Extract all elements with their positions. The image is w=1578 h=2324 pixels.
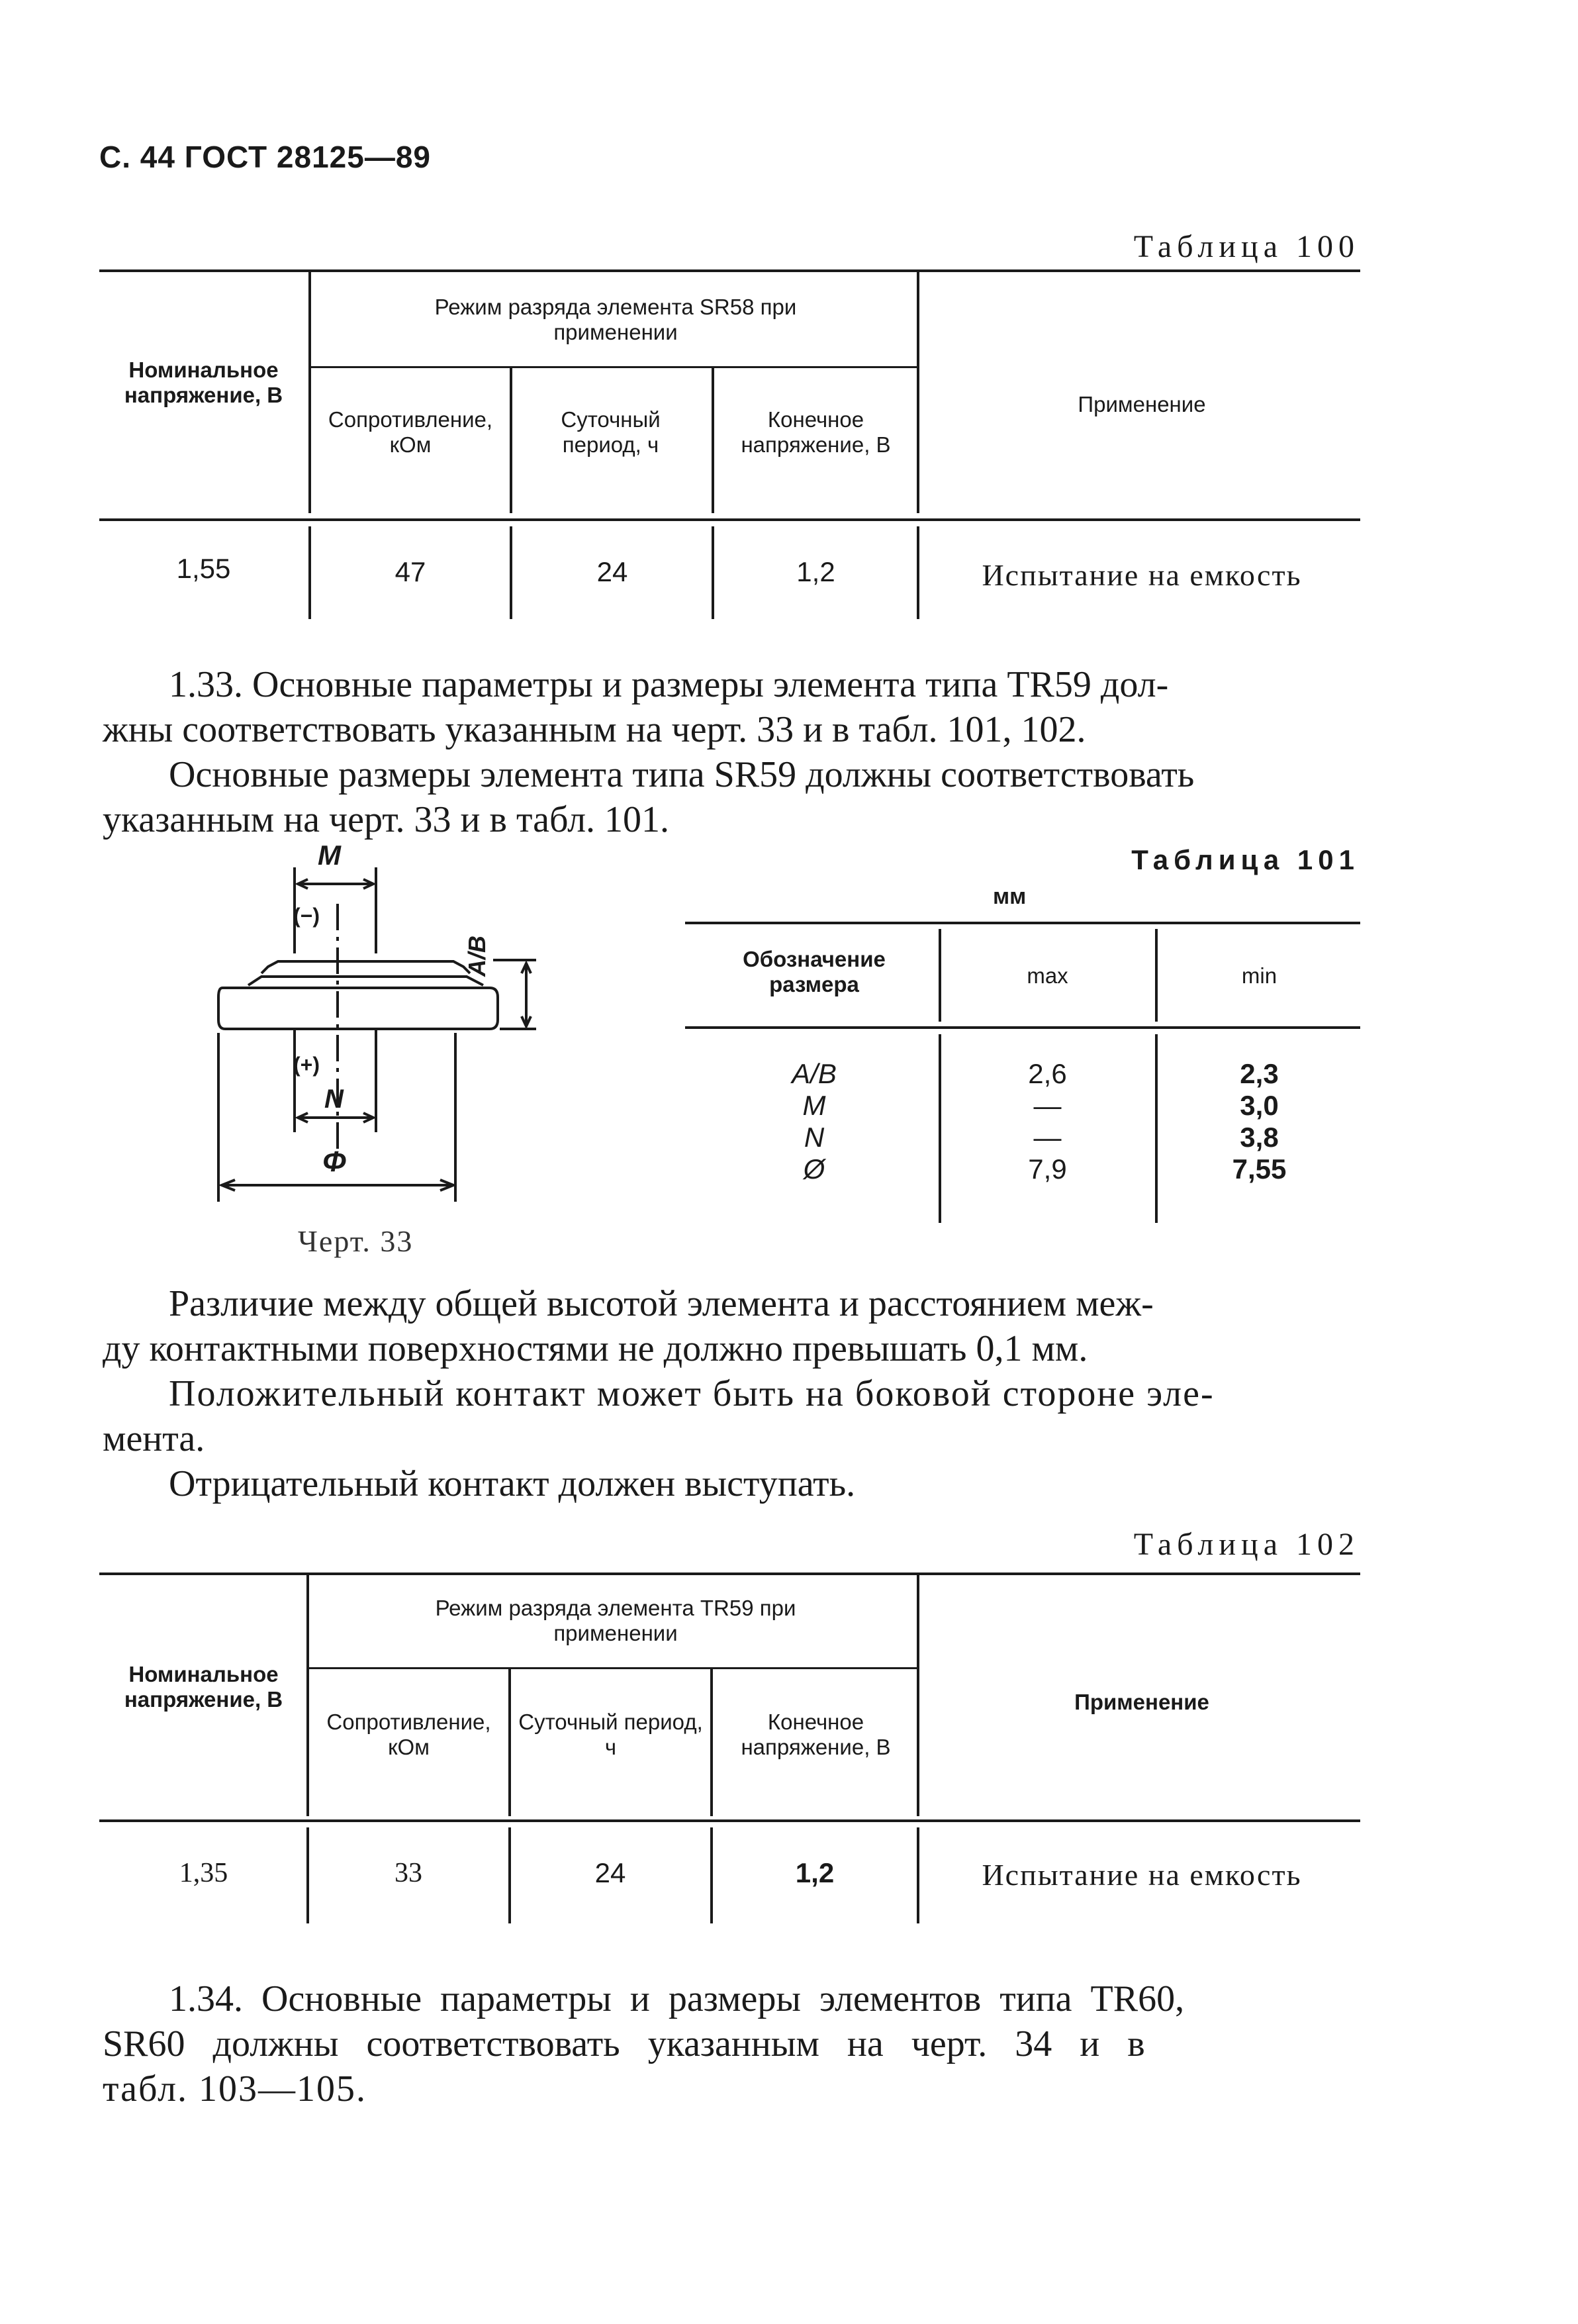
row-max: — xyxy=(1033,1122,1062,1153)
col-header-designation: Обозначение размера xyxy=(743,947,886,996)
para-line: Различие между общей высотой элемента и расстоянием меж- xyxy=(169,1283,1154,1324)
label-m: M xyxy=(318,840,341,871)
row-min: 3,8 xyxy=(1240,1122,1279,1153)
row-min: 2,3 xyxy=(1240,1058,1279,1089)
para-line: 1.34. Основные параметры и размеры элементов типа TR60, xyxy=(169,1978,1185,2019)
table-102-header-rule xyxy=(99,1819,1360,1822)
para-line: Основные размеры элемента типа SR59 должны соответствовать xyxy=(169,754,1195,795)
row-min: 7,55 xyxy=(1232,1153,1287,1185)
col-header-application: Применение xyxy=(1074,1690,1209,1714)
battery-cell-drawing xyxy=(199,841,569,1212)
para-line: SR60 должны соответствовать указанным на черт. 34 и в xyxy=(103,2023,1145,2064)
row-name: A/B xyxy=(792,1058,837,1089)
row-name: Ø xyxy=(803,1153,825,1185)
para-line: жны соответствовать указанным на черт. 33 и в табл. 101, 102. xyxy=(103,709,1086,750)
label-ab: A/B xyxy=(463,936,490,977)
cell-application: Испытание на емкость xyxy=(982,1858,1302,1892)
para-line: ду контактными поверхностями не должно превышать 0,1 мм. xyxy=(103,1328,1088,1369)
cell-application: Испытание на емкость xyxy=(982,558,1302,592)
row-min: 3,0 xyxy=(1240,1090,1279,1121)
table-102-caption: Таблица 102 xyxy=(1133,1527,1360,1562)
table-100-caption: Таблица 100 xyxy=(1133,229,1360,264)
para-line: табл. 103—105. xyxy=(103,2068,367,2109)
table-100-top-rule xyxy=(99,269,1360,272)
cell-period: 24 xyxy=(594,1857,626,1888)
col-header-min: min xyxy=(1241,963,1277,988)
page-header: С. 44 ГОСТ 28125—89 xyxy=(99,140,432,174)
para-line: 1.33. Основные параметры и размеры элемента типа TR59 дол- xyxy=(169,664,1169,705)
row-name: N xyxy=(804,1122,825,1153)
label-phi: Φ xyxy=(322,1145,347,1178)
cell-voltage: 1,35 xyxy=(179,1858,228,1888)
table-101-caption: Таблица 101 xyxy=(1131,844,1360,875)
col-header-voltage: Номинальное напряжение, В xyxy=(124,1662,283,1712)
col-header-period: Суточный период, ч xyxy=(518,1710,703,1759)
drawing-33-caption: Черт. 33 xyxy=(298,1224,414,1258)
col-header-voltage: Номинальное напряжение, В xyxy=(124,358,283,407)
para-line: мента. xyxy=(103,1418,205,1459)
label-n: N xyxy=(324,1085,344,1114)
cell-endvoltage: 1,2 xyxy=(796,556,835,587)
table-101-header-rule xyxy=(685,1026,1360,1029)
table-102-top-rule xyxy=(99,1573,1360,1575)
table-100-header-rule xyxy=(99,518,1360,521)
col-header-resistance: Сопротивление, кОм xyxy=(328,407,493,457)
para-line: Отрицательный контакт должен выступать. xyxy=(169,1463,856,1504)
label-minus: (−) xyxy=(293,904,320,928)
col-header-endvoltage: Конечное напряжение, В xyxy=(741,407,891,457)
col-header-period: Суточный период, ч xyxy=(561,407,661,457)
cell-resistance: 47 xyxy=(394,556,426,587)
col-header-group: Режим разряда элемента SR58 при применении xyxy=(434,295,797,344)
row-max: — xyxy=(1033,1090,1062,1121)
row-name: M xyxy=(802,1090,826,1121)
cell-endvoltage: 1,2 xyxy=(795,1857,835,1888)
row-max: 2,6 xyxy=(1028,1058,1067,1089)
table-101-unit: мм xyxy=(993,884,1027,909)
col-header-group: Режим разряда элемента TR59 при применении xyxy=(435,1596,796,1645)
table-101-top-rule xyxy=(685,922,1360,924)
label-plus: (+) xyxy=(293,1053,320,1077)
col-header-application: Применение xyxy=(1078,392,1206,416)
para-line: указанным на черт. 33 и в табл. 101. xyxy=(103,799,670,840)
cell-resistance: 33 xyxy=(394,1858,422,1888)
cell-voltage: 1,55 xyxy=(176,553,231,584)
col-header-max: max xyxy=(1027,963,1068,988)
para-line: Положительный контакт может быть на боковой стороне эле- xyxy=(169,1373,1215,1414)
cell-period: 24 xyxy=(596,556,628,587)
col-header-resistance: Сопротивление, кОм xyxy=(326,1710,491,1759)
row-max: 7,9 xyxy=(1028,1153,1067,1185)
col-header-endvoltage: Конечное напряжение, В xyxy=(741,1710,891,1759)
